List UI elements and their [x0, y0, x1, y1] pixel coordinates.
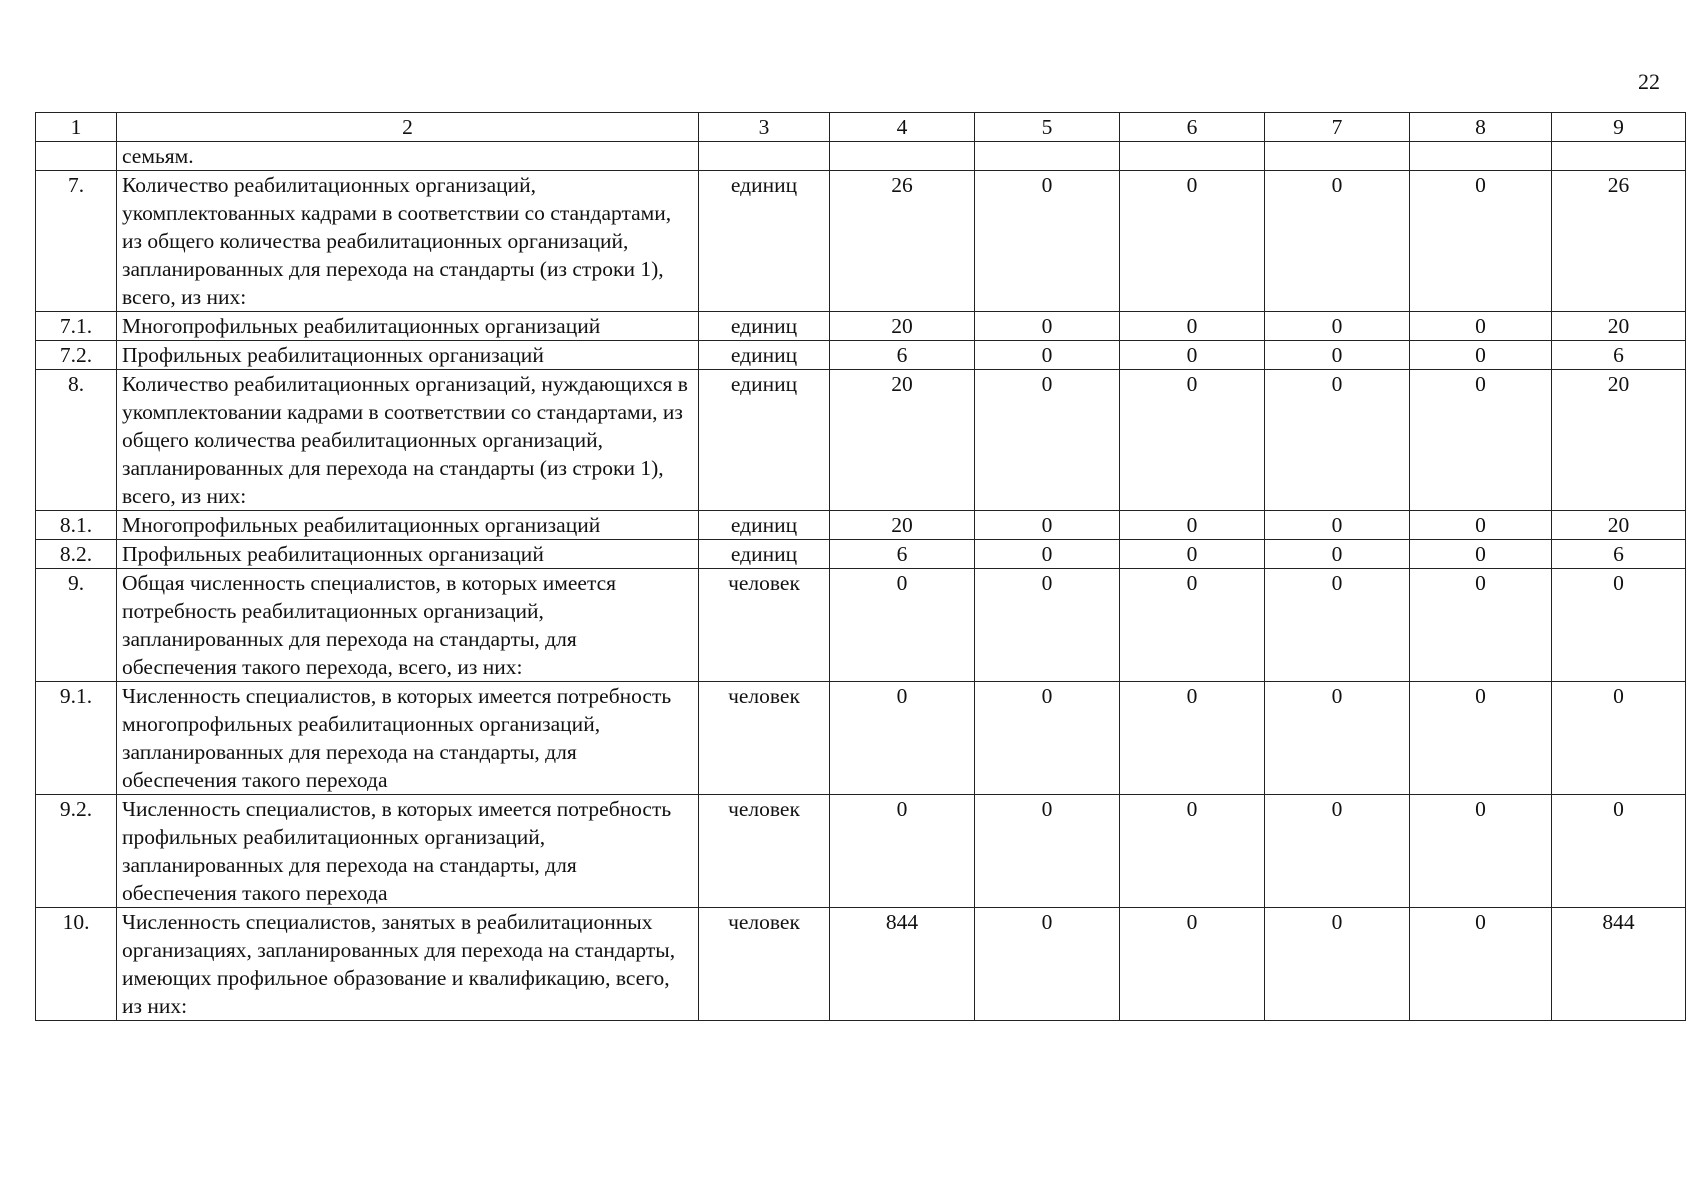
row-value [1265, 142, 1410, 171]
row-number [36, 142, 117, 171]
row-description: Количество реабилитационных организаций, нуждающихся в укомплектовании кадрами в соответствии со стандартами, из общего количества реабилитационных организаций, запланированных для перехода на стандарты (из строки 1), всего, из них: [117, 370, 699, 511]
row-value: 0 [1265, 540, 1410, 569]
row-unit: человек [699, 569, 830, 682]
row-value: 0 [975, 540, 1120, 569]
row-value: 0 [1120, 569, 1265, 682]
table-row [36, 682, 1686, 795]
table-row [36, 312, 1686, 341]
row-value: 0 [1552, 569, 1686, 682]
table-row [36, 511, 1686, 540]
row-value: 0 [1410, 682, 1552, 795]
column-header: 8 [1410, 113, 1552, 142]
table-row [36, 540, 1686, 569]
page-number: 22 [1638, 69, 1660, 94]
row-number: 9.1. [36, 682, 117, 795]
row-value: 0 [1120, 171, 1265, 312]
row-number: 8. [36, 370, 117, 511]
row-unit: единиц [699, 540, 830, 569]
row-number: 7.1. [36, 312, 117, 341]
row-value: 0 [1552, 795, 1686, 908]
row-description: Профильных реабилитационных организаций [117, 540, 699, 569]
row-value: 0 [1265, 370, 1410, 511]
row-description: Многопрофильных реабилитационных организаций [117, 511, 699, 540]
row-unit: единиц [699, 370, 830, 511]
row-value: 0 [975, 341, 1120, 370]
column-header: 1 [36, 113, 117, 142]
column-header: 2 [117, 113, 699, 142]
row-value: 0 [1265, 341, 1410, 370]
row-value: 0 [1120, 540, 1265, 569]
table-row [36, 569, 1686, 682]
row-value: 0 [1120, 312, 1265, 341]
row-value: 0 [975, 569, 1120, 682]
column-header: 6 [1120, 113, 1265, 142]
row-value: 26 [830, 171, 975, 312]
row-value [1410, 142, 1552, 171]
row-value: 6 [830, 540, 975, 569]
row-value [975, 142, 1120, 171]
row-value: 0 [1410, 908, 1552, 1021]
row-value: 0 [1410, 171, 1552, 312]
row-value: 0 [1265, 795, 1410, 908]
row-value: 0 [1410, 341, 1552, 370]
row-value: 0 [975, 370, 1120, 511]
row-value: 0 [1265, 569, 1410, 682]
table-row [36, 370, 1686, 511]
row-value: 6 [830, 341, 975, 370]
row-value: 0 [975, 795, 1120, 908]
row-value: 0 [1410, 540, 1552, 569]
table-row [36, 142, 1686, 171]
column-header: 5 [975, 113, 1120, 142]
row-value: 0 [1120, 341, 1265, 370]
row-value: 0 [1265, 171, 1410, 312]
table-header-row [36, 113, 1686, 142]
row-value: 0 [975, 171, 1120, 312]
row-value: 6 [1552, 341, 1686, 370]
row-number: 8.1. [36, 511, 117, 540]
row-value: 0 [1120, 682, 1265, 795]
row-unit: человек [699, 908, 830, 1021]
row-description: Численность специалистов, в которых имеется потребность профильных реабилитационных организаций, запланированных для перехода на стандарты, для обеспечения такого перехода [117, 795, 699, 908]
row-description: Профильных реабилитационных организаций [117, 341, 699, 370]
column-header: 7 [1265, 113, 1410, 142]
row-number: 10. [36, 908, 117, 1021]
table-row [36, 341, 1686, 370]
row-value: 0 [975, 312, 1120, 341]
row-value: 20 [830, 370, 975, 511]
row-unit: единиц [699, 511, 830, 540]
row-number: 7. [36, 171, 117, 312]
row-value: 0 [1410, 511, 1552, 540]
row-value: 26 [1552, 171, 1686, 312]
row-value: 20 [830, 312, 975, 341]
row-value: 0 [1265, 312, 1410, 341]
row-value: 0 [975, 908, 1120, 1021]
row-value: 0 [1120, 370, 1265, 511]
row-number: 8.2. [36, 540, 117, 569]
row-value: 20 [1552, 312, 1686, 341]
row-number: 9.2. [36, 795, 117, 908]
row-number: 9. [36, 569, 117, 682]
table-row [36, 908, 1686, 1021]
row-value [830, 142, 975, 171]
row-value: 0 [975, 511, 1120, 540]
row-unit: единиц [699, 312, 830, 341]
report-table [35, 112, 1686, 1021]
row-value: 0 [830, 795, 975, 908]
row-unit: человек [699, 795, 830, 908]
row-description: семьям. [117, 142, 699, 171]
row-value: 0 [1120, 908, 1265, 1021]
table-row [36, 171, 1686, 312]
row-value: 0 [1265, 908, 1410, 1021]
row-value: 20 [830, 511, 975, 540]
row-value: 20 [1552, 370, 1686, 511]
column-header: 9 [1552, 113, 1686, 142]
row-unit [699, 142, 830, 171]
row-description: Численность специалистов, в которых имеется потребность многопрофильных реабилитационных организаций, запланированных для перехода на стандарты, для обеспечения такого перехода [117, 682, 699, 795]
row-unit: единиц [699, 171, 830, 312]
row-description: Численность специалистов, занятых в реабилитационных организациях, запланированных для перехода на стандарты, имеющих профильное образование и квалификацию, всего, из них: [117, 908, 699, 1021]
row-value: 0 [830, 569, 975, 682]
row-value [1552, 142, 1686, 171]
row-value: 0 [830, 682, 975, 795]
row-value: 0 [1120, 511, 1265, 540]
row-description: Многопрофильных реабилитационных организаций [117, 312, 699, 341]
row-value [1120, 142, 1265, 171]
row-unit: человек [699, 682, 830, 795]
row-number: 7.2. [36, 341, 117, 370]
row-value: 0 [1265, 511, 1410, 540]
row-value: 0 [1552, 682, 1686, 795]
table-row [36, 795, 1686, 908]
row-value: 844 [1552, 908, 1686, 1021]
row-value: 844 [830, 908, 975, 1021]
row-unit: единиц [699, 341, 830, 370]
column-header: 3 [699, 113, 830, 142]
row-description: Общая численность специалистов, в которых имеется потребность реабилитационных организаций, запланированных для перехода на стандарты, для обеспечения такого перехода, всего, из них: [117, 569, 699, 682]
row-value: 0 [1410, 312, 1552, 341]
row-value: 0 [1265, 682, 1410, 795]
row-value: 0 [1410, 795, 1552, 908]
row-value: 6 [1552, 540, 1686, 569]
row-value: 0 [975, 682, 1120, 795]
row-value: 0 [1120, 795, 1265, 908]
row-description: Количество реабилитационных организаций, укомплектованных кадрами в соответствии со стандартами, из общего количества реабилитационных организаций, запланированных для перехода на стандарты (из строки 1), всего, из них: [117, 171, 699, 312]
row-value: 20 [1552, 511, 1686, 540]
row-value: 0 [1410, 569, 1552, 682]
column-header: 4 [830, 113, 975, 142]
row-value: 0 [1410, 370, 1552, 511]
